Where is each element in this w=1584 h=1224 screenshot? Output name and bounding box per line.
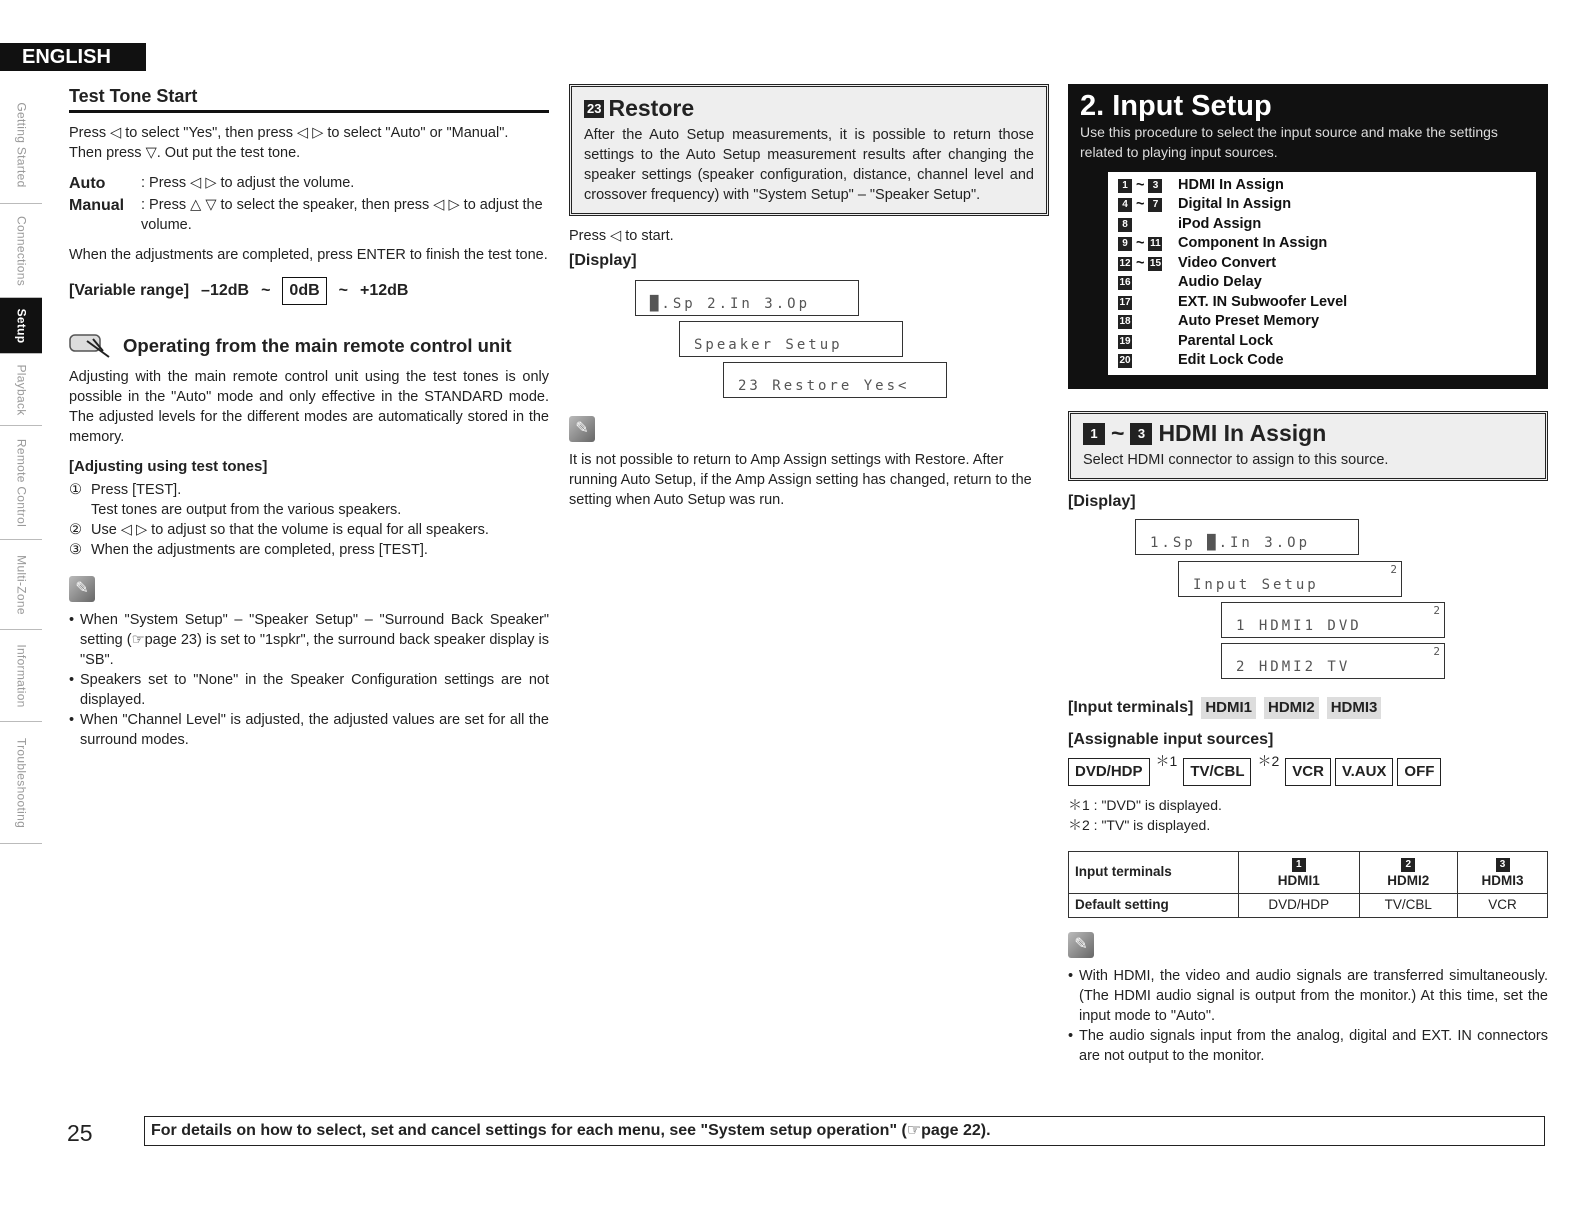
assignable-sources: DVD/HDP ＊1 TV/CBL ＊2 VCR V.AUX OFF xyxy=(1068,758,1548,787)
right-column xyxy=(1068,84,1548,1066)
input-terminals: [Input terminals] HDMI1 HDMI2 HDMI3 xyxy=(1068,697,1548,720)
paragraph: Then press ▽. Out put the test tone. xyxy=(69,144,301,161)
hdmi-assign-desc: Select HDMI connector to assign to this source. xyxy=(1083,451,1389,468)
menu-item[interactable]: 8 iPod Assign xyxy=(1118,215,1526,235)
restore-box xyxy=(569,84,1049,216)
paragraph: Adjusting with the main remote control unit using the test tones is only possible in the "Auto" mode and only effective in the STANDARD mode. The adjusted levels for the different modes are automatically stored in the memory. xyxy=(69,368,549,445)
paragraph: Press ◁ to select "Yes", then press ◁ ▷ to select "Auto" or "Manual". xyxy=(69,124,509,141)
input-setup-menu xyxy=(1108,172,1536,375)
side-navigation xyxy=(0,86,42,844)
variable-range: [Variable range] –12dB ~ 0dB ~ +12dB xyxy=(69,277,549,305)
table-header-row: Input terminals 1 HDMI1 2 HDMI2 3 HDMI3 xyxy=(1069,851,1548,893)
remote-section-title: Operating from the main remote control unit xyxy=(69,331,549,361)
lcd-display-group xyxy=(569,278,1049,398)
menu-item[interactable]: 4 ~ 7 Digital In Assign xyxy=(1118,195,1526,215)
paragraph: When the adjustments are completed, press ENTER to finish the test tone. xyxy=(69,246,548,263)
step-item: ① Press [TEST]. xyxy=(69,481,182,498)
adjust-heading: [Adjusting using test tones] xyxy=(69,457,268,475)
press-start: Press ◁ to start. xyxy=(569,227,674,244)
menu-item[interactable]: 1 ~ 3 HDMI In Assign xyxy=(1118,176,1526,196)
footnote: ＊1 : "DVD" is displayed. xyxy=(1068,797,1222,814)
lcd-screen: 2 HDMI2 TV 2 xyxy=(1221,643,1445,679)
menu-item[interactable]: 12 ~ 15 Video Convert xyxy=(1119,254,1277,271)
nav-playback[interactable]: Playback xyxy=(0,354,42,426)
step-item: ③ When the adjustments are completed, press [TEST]. xyxy=(69,541,428,558)
input-setup-desc: Use this procedure to select the input source and make the settings related to playing input sources. xyxy=(1080,124,1498,160)
source-option[interactable]: VCR xyxy=(1285,758,1331,787)
nav-information[interactable]: Information xyxy=(0,630,42,722)
test-tone-title: Test Tone Start xyxy=(69,84,549,113)
nav-troubleshooting[interactable]: Troubleshooting xyxy=(0,722,42,844)
nav-getting-started[interactable]: Getting Started xyxy=(0,86,42,204)
restore-title: 23 Restore xyxy=(584,93,1034,125)
note-icon: ✎ xyxy=(569,416,595,442)
auto-row: Auto : Press ◁ ▷ to adjust the volume. xyxy=(69,174,355,192)
lcd-screen: Input Setup 2 xyxy=(1178,561,1402,597)
note-item: • When "Channel Level" is adjusted, the adjusted values are set for all the surround modes. xyxy=(69,710,549,750)
lcd-screen: █.Sp 2.In 3.Op xyxy=(635,280,859,316)
note-item: • With HDMI, the video and audio signals are transferred simultaneously. (The HDMI audio signal is output from the monitor.) At this time, set the input mode to "Auto". xyxy=(1068,966,1548,1026)
step-item: ② Use ◁ ▷ to adjust so that the volume is equal for all speakers. xyxy=(69,521,489,538)
terminal-tag: HDMI1 xyxy=(1201,697,1256,720)
menu-item[interactable]: 18 Auto Preset Memory xyxy=(1119,313,1320,330)
note-text: It is not possible to return to Amp Assign settings with Restore. After running Auto Setup, if the Amp Assign setting has changed, return to the setting when Auto Setup was run. xyxy=(569,451,1032,508)
menu-item[interactable]: 17 EXT. IN Subwoofer Level xyxy=(1119,293,1348,310)
note-item: • The audio signals input from the analog, digital and EXT. IN connectors are not output to the monitor. xyxy=(1068,1026,1548,1066)
nav-remote-control[interactable]: Remote Control xyxy=(0,426,42,540)
lcd-display-group xyxy=(1068,519,1548,681)
notes-list xyxy=(1068,966,1548,1066)
source-option[interactable]: DVD/HDP xyxy=(1068,758,1150,787)
footer-note: For details on how to select, set and cancel settings for each menu, see "System setup operation" (☞page 22). xyxy=(144,1116,1545,1146)
left-column xyxy=(69,84,549,750)
input-setup-box xyxy=(1068,84,1548,389)
table-row: Default setting DVD/HDP TV/CBL VCR xyxy=(1069,894,1548,918)
nav-setup[interactable]: Setup xyxy=(0,298,42,354)
display-label: [Display] xyxy=(1068,492,1136,510)
remote-control-icon xyxy=(69,331,113,361)
source-option[interactable]: OFF xyxy=(1397,758,1441,787)
menu-item[interactable]: 16 Audio Delay xyxy=(1119,274,1262,291)
item-number-badge: 23 xyxy=(584,100,604,118)
note-item: • Speakers set to "None" in the Speaker Configuration settings are not displayed. xyxy=(69,670,549,710)
page-number: 25 xyxy=(67,1120,93,1146)
nav-connections[interactable]: Connections xyxy=(0,204,42,298)
lcd-screen: Speaker Setup xyxy=(679,321,903,357)
terminal-tag: HDMI3 xyxy=(1327,697,1382,720)
default-settings-table xyxy=(1068,851,1548,918)
terminal-tag: HDMI2 xyxy=(1264,697,1319,720)
note-icon: ✎ xyxy=(1068,932,1094,958)
menu-item[interactable]: 9 ~ 11 Component In Assign xyxy=(1118,234,1526,254)
note-item: • When "System Setup" – "Speaker Setup" – "Surround Back Speaker" setting (☞page 23) is set to "1spkr", the surround back speaker display is "SB". xyxy=(69,610,549,670)
assignable-label: [Assignable input sources] xyxy=(1068,731,1274,749)
input-setup-title: 2. Input Setup xyxy=(1080,90,1272,122)
hdmi-assign-box xyxy=(1068,411,1548,481)
menu-item[interactable]: 19 Parental Lock xyxy=(1119,332,1274,349)
middle-column xyxy=(569,84,1049,510)
lcd-screen: 1 HDMI1 DVD 2 xyxy=(1221,602,1445,638)
lcd-screen: 23 Restore Yes< xyxy=(723,362,947,398)
language-tab: ENGLISH xyxy=(0,43,146,71)
source-option[interactable]: TV/CBL xyxy=(1183,758,1251,787)
source-option[interactable]: V.AUX xyxy=(1335,758,1393,787)
menu-item[interactable]: 20 Edit Lock Code xyxy=(1119,352,1284,369)
lcd-screen: 1.Sp █.In 3.Op xyxy=(1135,519,1359,555)
step-subtext: Test tones are output from the various speakers. xyxy=(91,501,402,518)
display-label: [Display] xyxy=(569,251,637,269)
nav-multi-zone[interactable]: Multi-Zone xyxy=(0,540,42,630)
hdmi-assign-title: 1 ~ 3 HDMI In Assign xyxy=(1083,418,1533,450)
note-icon: ✎ xyxy=(69,576,95,602)
restore-text: After the Auto Setup measurements, it is possible to return those settings to the Auto Setup measurement results after changing the speaker settings (speaker configuration, distance, channel level and crossover frequency) with "System Setup" – "Speaker Setup". xyxy=(584,126,1034,203)
manual-row: Manual : Press △ ▽ to select the speaker, then press ◁ ▷ to adjust the volume. xyxy=(69,196,543,233)
footnote: ＊2 : "TV" is displayed. xyxy=(1068,816,1211,833)
notes-list xyxy=(69,610,549,750)
